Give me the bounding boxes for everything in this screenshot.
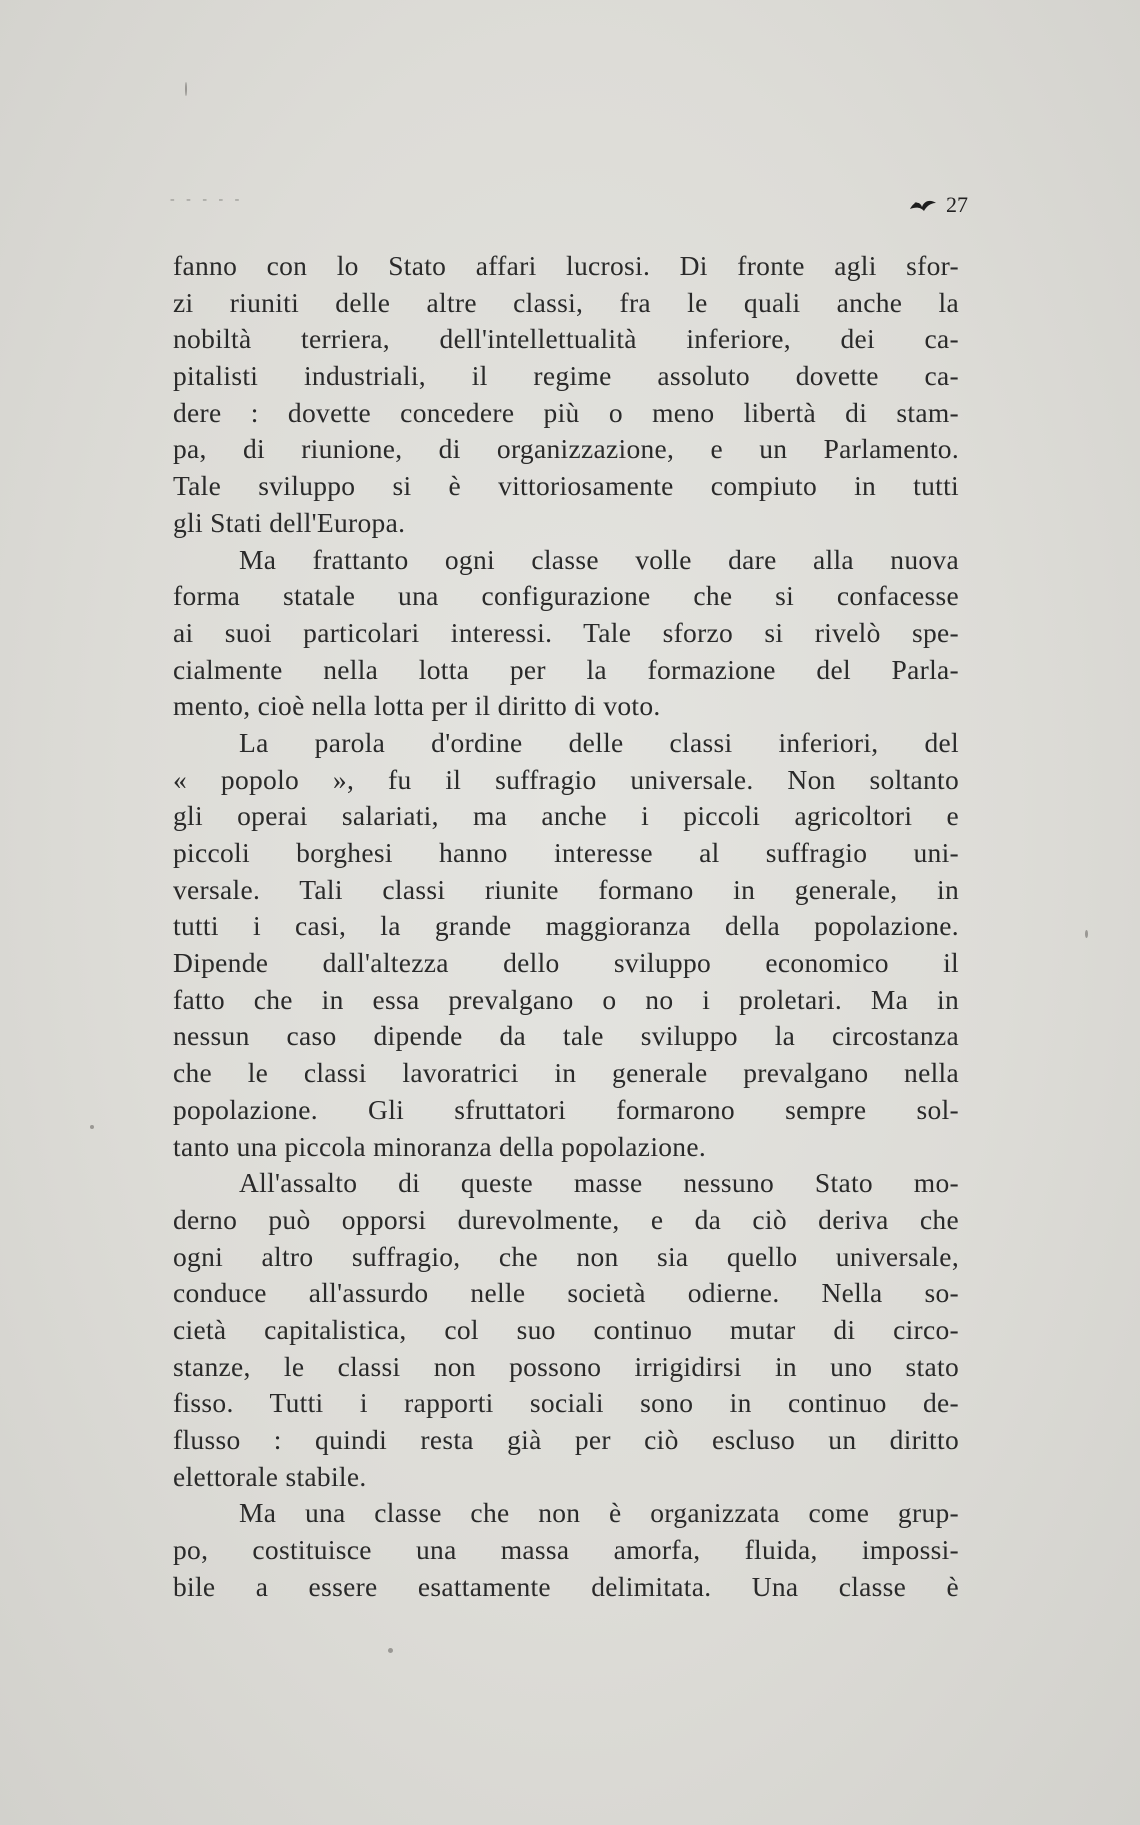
text-line: pitalisti industriali, il regime assoluto dovette ca- <box>173 360 959 392</box>
text-line: Dipende dall'altezza dello sviluppo economico il <box>173 947 959 979</box>
text-line: ai suoi particolari interessi. Tale sforzo si rivelò spe- <box>173 616 959 648</box>
text-line: forma statale una configurazione che si confacesse <box>173 580 959 612</box>
paragraph <box>173 1165 959 1495</box>
paper-speck <box>90 1125 94 1129</box>
text-line: flusso : quindi resta già per ciò escluso un diritto <box>173 1424 959 1455</box>
text-line: Tale sviluppo si è vittoriosamente compiuto in tutti <box>173 470 959 502</box>
text-line: stanze, le classi non possono irrigidirsi in uno stato <box>173 1350 959 1382</box>
text-line: fanno con lo Stato affari lucrosi. Di fronte agli sfor- <box>173 250 959 281</box>
paragraph <box>173 248 959 542</box>
text-line: popolazione. Gli sfruttatori formarono sempre sol- <box>173 1093 959 1125</box>
text-line: cialmente nella lotta per la formazione del Parla- <box>173 653 959 685</box>
paragraph <box>173 542 959 725</box>
text-line: po, costituisce una massa amorfa, fluida, impossi- <box>173 1534 959 1566</box>
text-line: Ma una classe che non è organizzata come grup- <box>239 1497 959 1529</box>
text-line: conduce all'assurdo nelle società odierne. Nella so- <box>173 1277 959 1309</box>
paper-speck <box>185 82 187 96</box>
paper-speck <box>1085 930 1088 938</box>
text-line: nessun caso dipende da tale sviluppo la circostanza <box>173 1020 959 1052</box>
text-line: elettorale stabile. <box>173 1460 367 1492</box>
paragraph <box>173 725 959 1165</box>
text-line: piccoli borghesi hanno interesse al suffragio uni- <box>173 837 959 868</box>
body-text <box>173 248 959 1605</box>
text-line: cietà capitalistica, col suo continuo mutar di circo- <box>173 1313 959 1345</box>
paragraph <box>173 1495 959 1605</box>
page-number: 27 <box>946 192 968 217</box>
text-line: fatto che in essa prevalgano o no i proletari. Ma in <box>173 983 959 1015</box>
text-line: tutti i casi, la grande maggioranza della popolazione. <box>173 910 959 942</box>
text-line: mento, cioè nella lotta per il diritto di voto. <box>173 690 661 722</box>
paper-speck <box>388 1648 393 1653</box>
text-line: pa, di riunione, di organizzazione, e un Parlamento. <box>173 433 959 465</box>
text-line: La parola d'ordine delle classi inferiori, del <box>239 726 959 758</box>
text-line: All'assalto di queste masse nessuno Stato mo- <box>239 1167 959 1199</box>
text-line: « popolo », fu il suffragio universale. Non soltanto <box>173 763 959 795</box>
text-line: gli operai salariati, ma anche i piccoli agricoltori e <box>173 800 959 832</box>
fleuron-ornament-icon <box>908 197 938 213</box>
text-line: bile a essere esattamente delimitata. Una classe è <box>173 1570 959 1602</box>
running-head <box>908 192 968 218</box>
text-line: Ma frattanto ogni classe volle dare alla nuova <box>239 543 959 575</box>
text-line: che le classi lavoratrici in generale prevalgano nella <box>173 1057 959 1089</box>
text-line: tanto una piccola minoranza della popolazione. <box>173 1130 707 1162</box>
header-marks: - - - - - <box>170 192 244 207</box>
text-line: ogni altro suffragio, che non sia quello universale, <box>173 1240 959 1272</box>
text-line: dere : dovette concedere più o meno libertà di stam- <box>173 396 959 428</box>
text-line: versale. Tali classi riunite formano in generale, in <box>173 873 959 905</box>
text-line: zi riuniti delle altre classi, fra le quali anche la <box>173 286 959 318</box>
text-line: gli Stati dell'Europa. <box>173 506 406 538</box>
text-line: derno può opporsi durevolmente, e da ciò deriva che <box>173 1203 959 1235</box>
text-line: nobiltà terriera, dell'intellettualità inferiore, dei ca- <box>173 323 959 355</box>
text-line: fisso. Tutti i rapporti sociali sono in continuo de- <box>173 1387 959 1419</box>
